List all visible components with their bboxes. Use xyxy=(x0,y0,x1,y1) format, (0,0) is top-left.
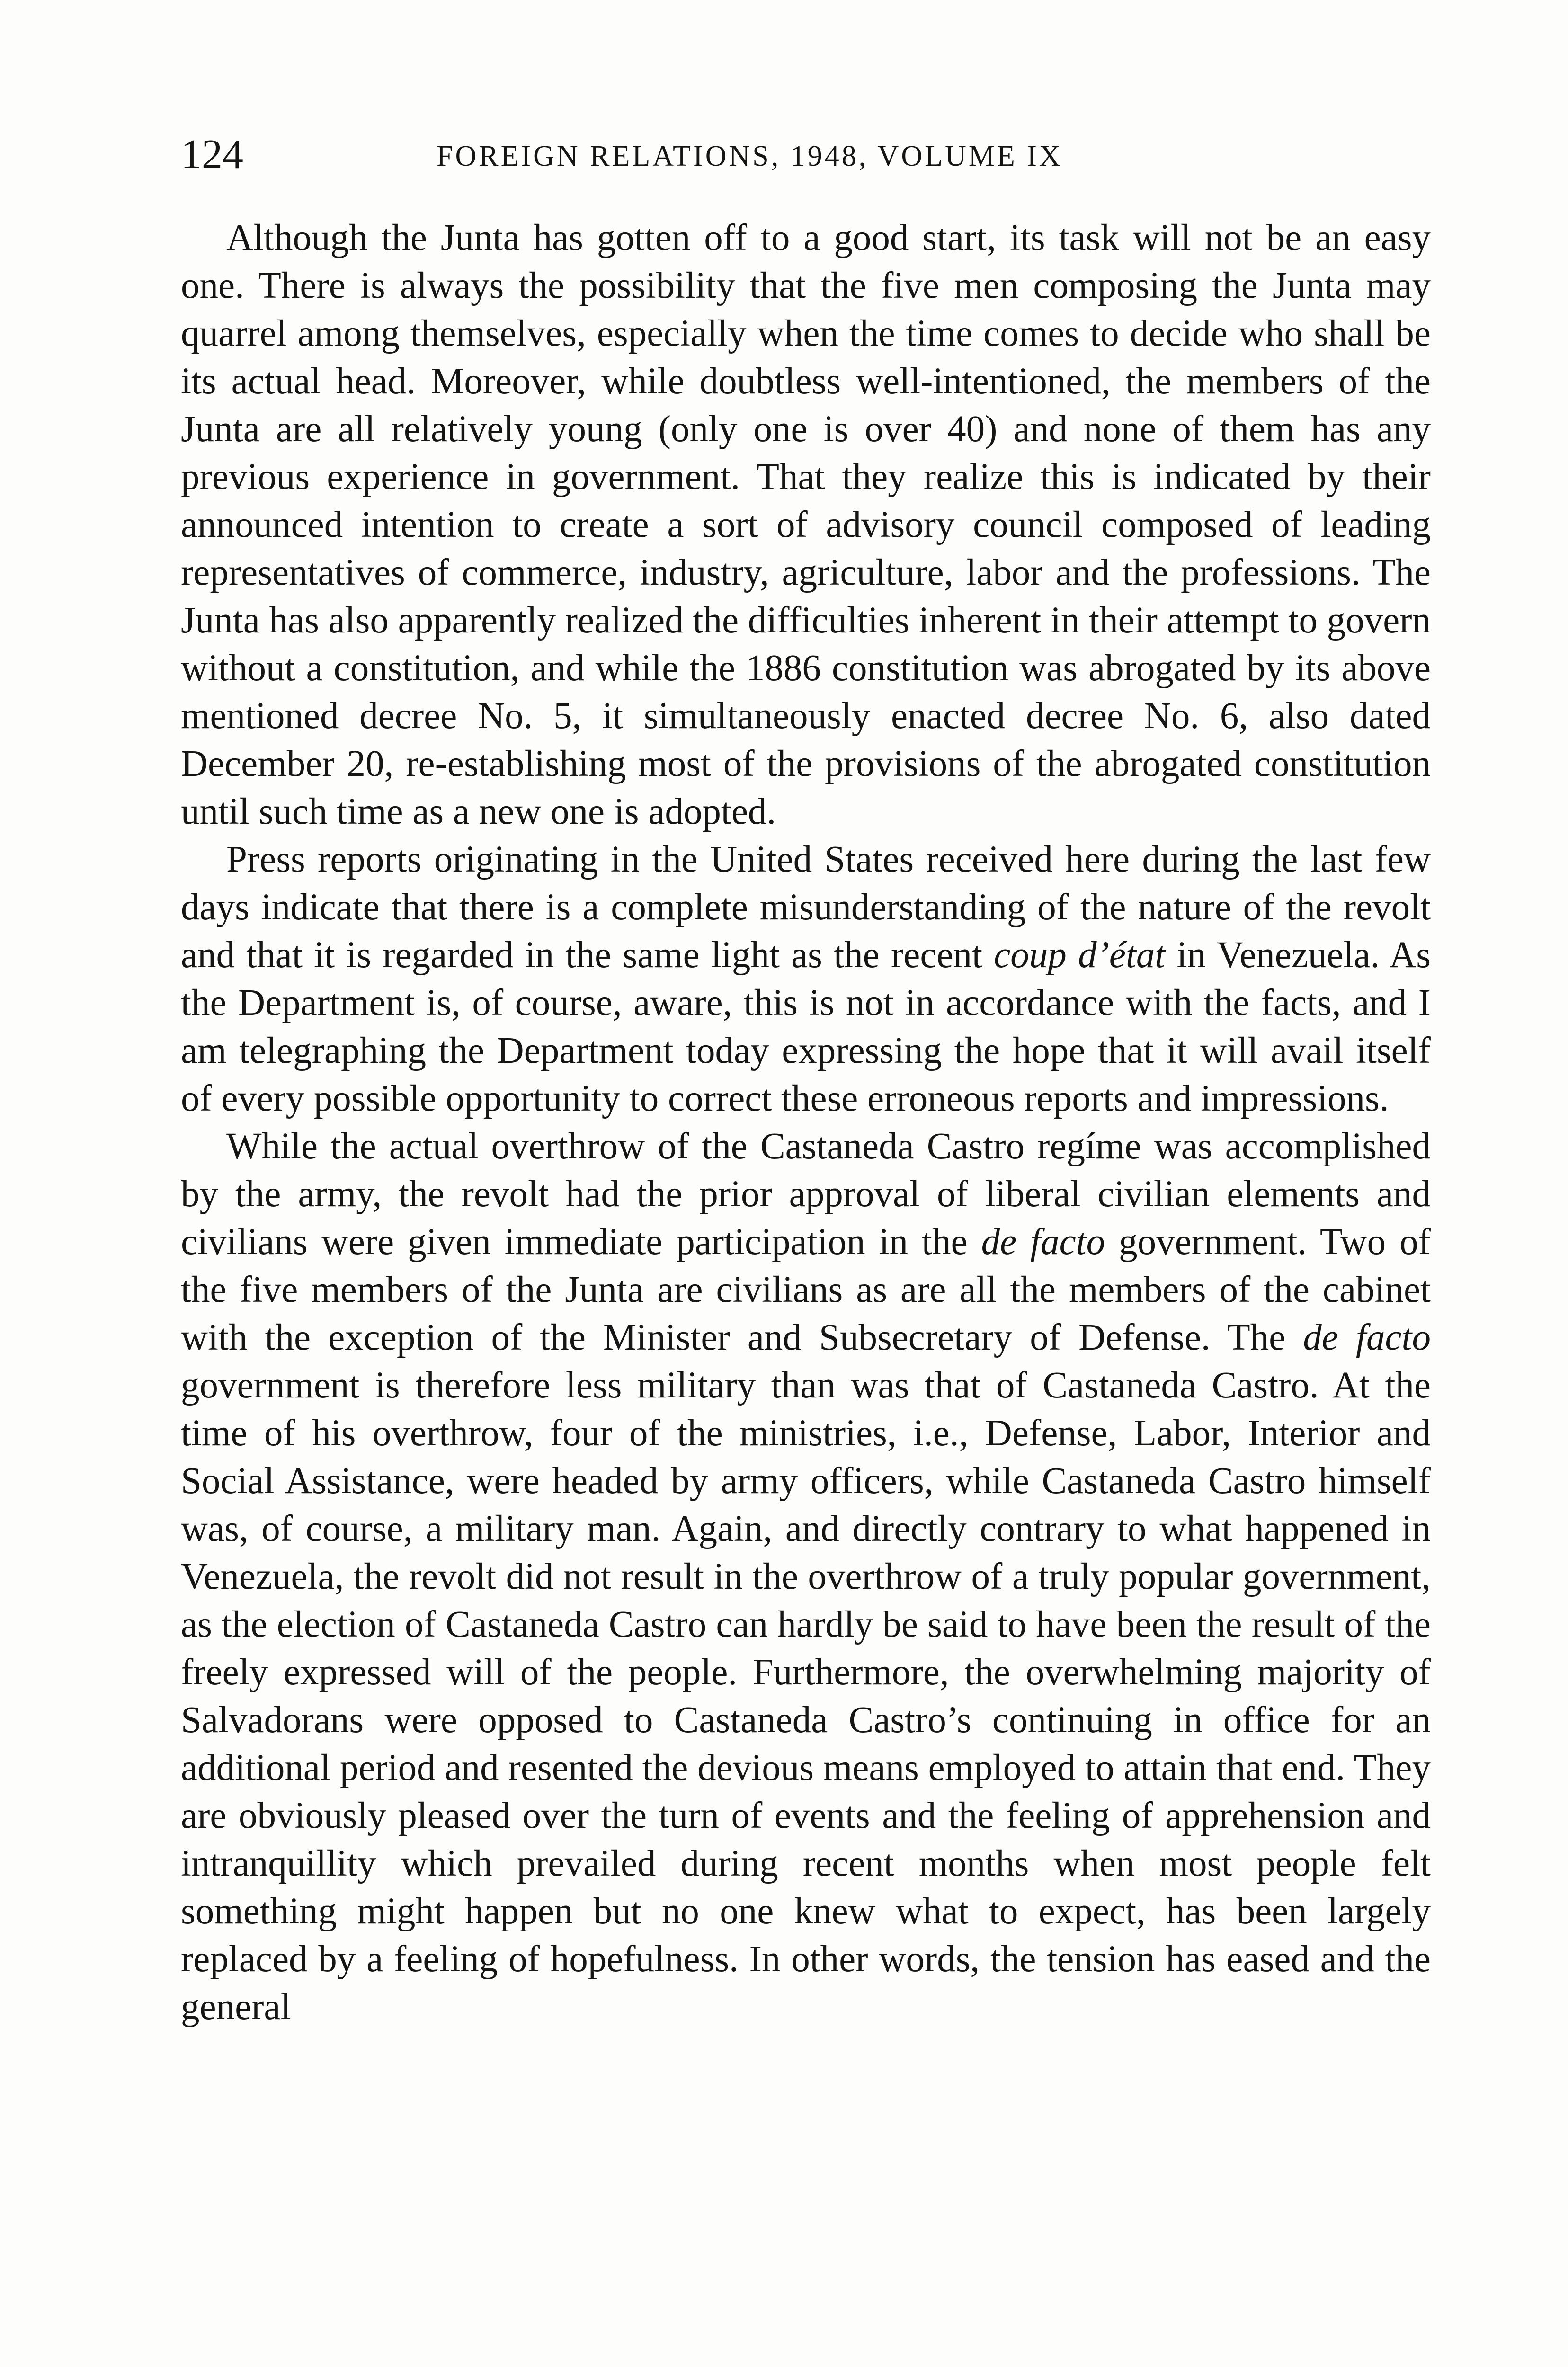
body-text xyxy=(181,214,1431,2031)
paragraph-3-text-a: While the actual overthrow of the Castaneda Castro regíme was accomplished by the army, the revolt had the prior approval of liberal civilian elements and civilians were given immediate participation in the xyxy=(181,1126,1431,1263)
running-title: FOREIGN RELATIONS, 1948, VOLUME IX xyxy=(437,140,1063,172)
page-number: 124 xyxy=(181,132,243,178)
paragraph-2-italic-phrase: coup d’état xyxy=(994,934,1166,976)
paragraph-2-text-a: Press reports originating in the United States received here during the last few days indicate that there is a complete misunderstanding of the nature of the revolt and that it is regarded in the same light as the recent xyxy=(181,839,1431,976)
paragraph-3-text-c: government is therefore less military than was that of Castaneda Castro. At the time of his overthrow, four of the ministries, i.e., Defense, Labor, Interior and Social Assistance, were headed by army officers, while Castaneda Castro himself was, of course, a military man. Again, and directly contrary to what happened in Venezuela, the revolt did not result in the overthrow of a truly popular government, as the election of Castaneda Castro can hardly be said to have been the result of the freely expressed will of the people. Furthermore, the overwhelming majority of Salvadorans were opposed to Castaneda Castro’s continuing in office for an additional period and resented the devious means employed to attain that end. They are obviously pleased over the turn of events and the feeling of apprehension and intranquillity which prevailed during recent months when most people felt something might happen but no one knew what to expect, has been largely replaced by a feeling of hopefulness. In other words, the tension has eased and the general xyxy=(181,1365,1431,2028)
paragraph-2 xyxy=(181,836,1431,1122)
paragraph-2-text-b: in Venezuela. As the Department is, of course, aware, this is not in accordance with the facts, and I am telegraphing the Department today expressing the hope that it will avail itself of every possible opportunity to correct these erroneous reports and impressions. xyxy=(181,934,1431,1119)
page-header xyxy=(181,129,1431,181)
paragraph-1-text: Although the Junta has gotten off to a good start, its task will not be an easy one. There is always the possibility that the five men composing the Junta may quarrel among themselves, especially when the time comes to decide who shall be its actual head. Moreover, while doubtless well-intentioned, the members of the Junta are all relatively young (only one is over 40) and none of them has any previous experience in government. That they realize this is indicated by their announced intention to create a sort of advisory council composed of leading representatives of commerce, industry, agriculture, labor and the professions. The Junta has also apparently realized the difficulties inherent in their attempt to govern without a constitution, and while the 1886 constitution was abrogated by its above mentioned decree No. 5, it simultaneously enacted decree No. 6, also dated December 20, re-establishing most of the provisions of the abrogated constitution until such time as a new one is adopted. xyxy=(181,217,1431,832)
paragraph-3-italic-phrase-1: de facto xyxy=(981,1221,1105,1263)
paragraph-3 xyxy=(181,1122,1431,2031)
paragraph-3-italic-phrase-2: de facto xyxy=(1303,1317,1431,1358)
paragraph-3-text-b: government. Two of the five members of the Junta are civilians as are all the members of the cabinet with the exception of the Minister and Subsecretary of Defense. The xyxy=(181,1221,1431,1358)
paragraph-1 xyxy=(181,214,1431,836)
